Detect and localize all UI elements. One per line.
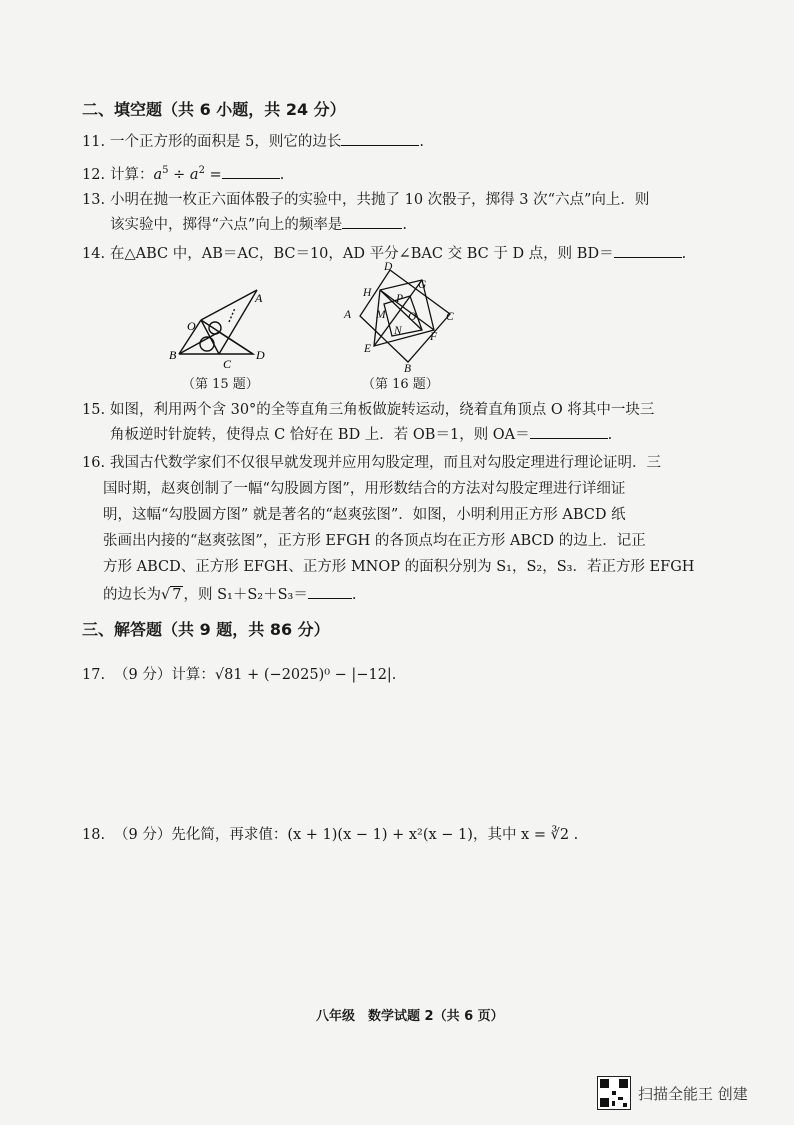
math-var-a: a <box>189 166 199 183</box>
question-11 <box>82 131 424 153</box>
label-E: E <box>364 343 372 355</box>
label-A: A <box>255 291 263 305</box>
math-var-a: a <box>153 166 163 183</box>
question-text: ，则 S₁＋S₂＋S₃＝ <box>183 587 308 603</box>
question-12 <box>82 160 284 186</box>
question-16-line2: 国时期，赵爽创制了一幅“勾股圆方图”，用形数结合的方法对勾股定理进行详细证 <box>103 481 626 497</box>
question-15 <box>82 399 654 421</box>
math-operator: = <box>209 166 222 183</box>
label-N: N <box>394 325 402 337</box>
section-2-heading: 二、填空题（共 6 小题，共 24 分） <box>82 100 346 119</box>
label-M: M <box>376 309 386 321</box>
question-text: 在△ABC 中，AB＝AC，BC＝10，AD 平分∠BAC 交 BC 于 D 点，则 BD＝ <box>110 246 614 262</box>
question-16-line4: 张画出内接的“赵爽弦图”，正方形 EFGH 的各顶点均在正方形 ABCD 的边上．记正 <box>103 533 646 549</box>
figure-15-diagram <box>165 282 275 382</box>
answer-blank <box>308 584 352 599</box>
math-operator: ÷ <box>173 166 186 183</box>
question-16-line5: 方形 ABCD、正方形 EFGH、正方形 MNOP 的面积分别为 S₁，S₂，S₃．若正方形 EFGH <box>103 559 695 575</box>
question-text: 如图，利用两个含 30°的全等直角三角板做旋转运动，绕着直角顶点 O 将其中一块三 <box>110 402 655 418</box>
question-16-line6 <box>103 584 356 606</box>
label-D: D <box>384 261 393 273</box>
question-13-line2 <box>110 214 407 236</box>
question-13 <box>82 189 649 211</box>
question-number: 12. <box>82 166 106 183</box>
question-number: 15. <box>82 402 106 418</box>
question-number: 18. <box>82 827 106 843</box>
sqrt-sign: √ <box>161 587 171 603</box>
label-B: B <box>404 363 412 375</box>
question-text: （9 分）先化简，再求值：(x + 1)(x − 1) + x²(x − 1)，其中 x = ∛2 . <box>114 827 579 843</box>
question-16 <box>82 452 661 474</box>
question-text: 角板逆时针旋转，使得点 C 恰好在 BD 上．若 OB＝1，则 OA＝ <box>110 427 530 443</box>
question-number: 17. <box>82 667 106 683</box>
question-number: 11. <box>82 134 106 150</box>
label-O: O <box>187 319 196 333</box>
exponent: 5 <box>162 165 169 176</box>
qr-code-icon <box>597 1076 631 1110</box>
label-C: C <box>223 357 232 371</box>
question-number: 13. <box>82 192 106 208</box>
label-C: C <box>446 311 454 323</box>
label-G: G <box>418 279 427 291</box>
question-text: （9 分）计算：√81 + (−2025)⁰ − |−12|. <box>114 667 397 683</box>
answer-blank <box>342 214 402 229</box>
question-text-end: . <box>419 134 424 150</box>
page-footer: 八年级 数学试题 2（共 6 页） <box>316 1009 504 1024</box>
section-3-heading: 三、解答题（共 9 题，共 86 分） <box>82 620 330 639</box>
sqrt-value: 7 <box>172 587 182 603</box>
question-text: 我国古代数学家们不仅很早就发现并应用勾股定理，而且对勾股定理进行理论证明．三 <box>110 455 661 471</box>
answer-blank <box>614 243 682 258</box>
question-text: 一个正方形的面积是 5，则它的边长 <box>110 134 342 150</box>
question-text-end: . <box>402 217 407 233</box>
label-B: B <box>169 348 177 362</box>
question-18 <box>82 824 578 846</box>
question-17 <box>82 664 396 686</box>
label-A: A <box>344 309 352 321</box>
question-text-end: . <box>351 587 357 603</box>
label-O: O <box>408 311 417 323</box>
figure-16-caption: （第 16 题） <box>362 377 439 392</box>
figure-16-diagram <box>338 258 468 376</box>
label-P: P <box>396 293 404 305</box>
question-15-line2 <box>110 424 612 446</box>
label-D: D <box>256 348 265 362</box>
exponent: 2 <box>198 165 205 176</box>
figure-15-caption: （第 15 题） <box>182 377 259 392</box>
question-text: 的边长为 <box>103 587 161 603</box>
question-text: 小明在抛一枚正六面体骰子的实验中，共抛了 10 次骰子，掷得 3 次“六点”向上．则 <box>110 192 650 208</box>
question-text-end: . <box>607 427 613 443</box>
question-text-end: . <box>681 246 687 262</box>
question-number: 14. <box>82 246 106 262</box>
answer-blank <box>222 164 280 179</box>
question-16-line3: 明，这幅“勾股圆方图” 就是著名的“赵爽弦图”．如图，小明利用正方形 ABCD 纸 <box>103 507 626 523</box>
label-H: H <box>363 287 372 299</box>
scanner-watermark: 扫描全能王 创建 <box>638 1085 748 1103</box>
question-text: 该实验中，掷得“六点”向上的频率是 <box>110 217 343 233</box>
question-text: 计算： <box>110 166 154 183</box>
label-F: F <box>430 331 438 343</box>
answer-blank <box>341 131 419 146</box>
question-number: 16. <box>82 455 106 471</box>
answer-blank <box>530 424 608 439</box>
question-text-end: . <box>279 166 285 183</box>
